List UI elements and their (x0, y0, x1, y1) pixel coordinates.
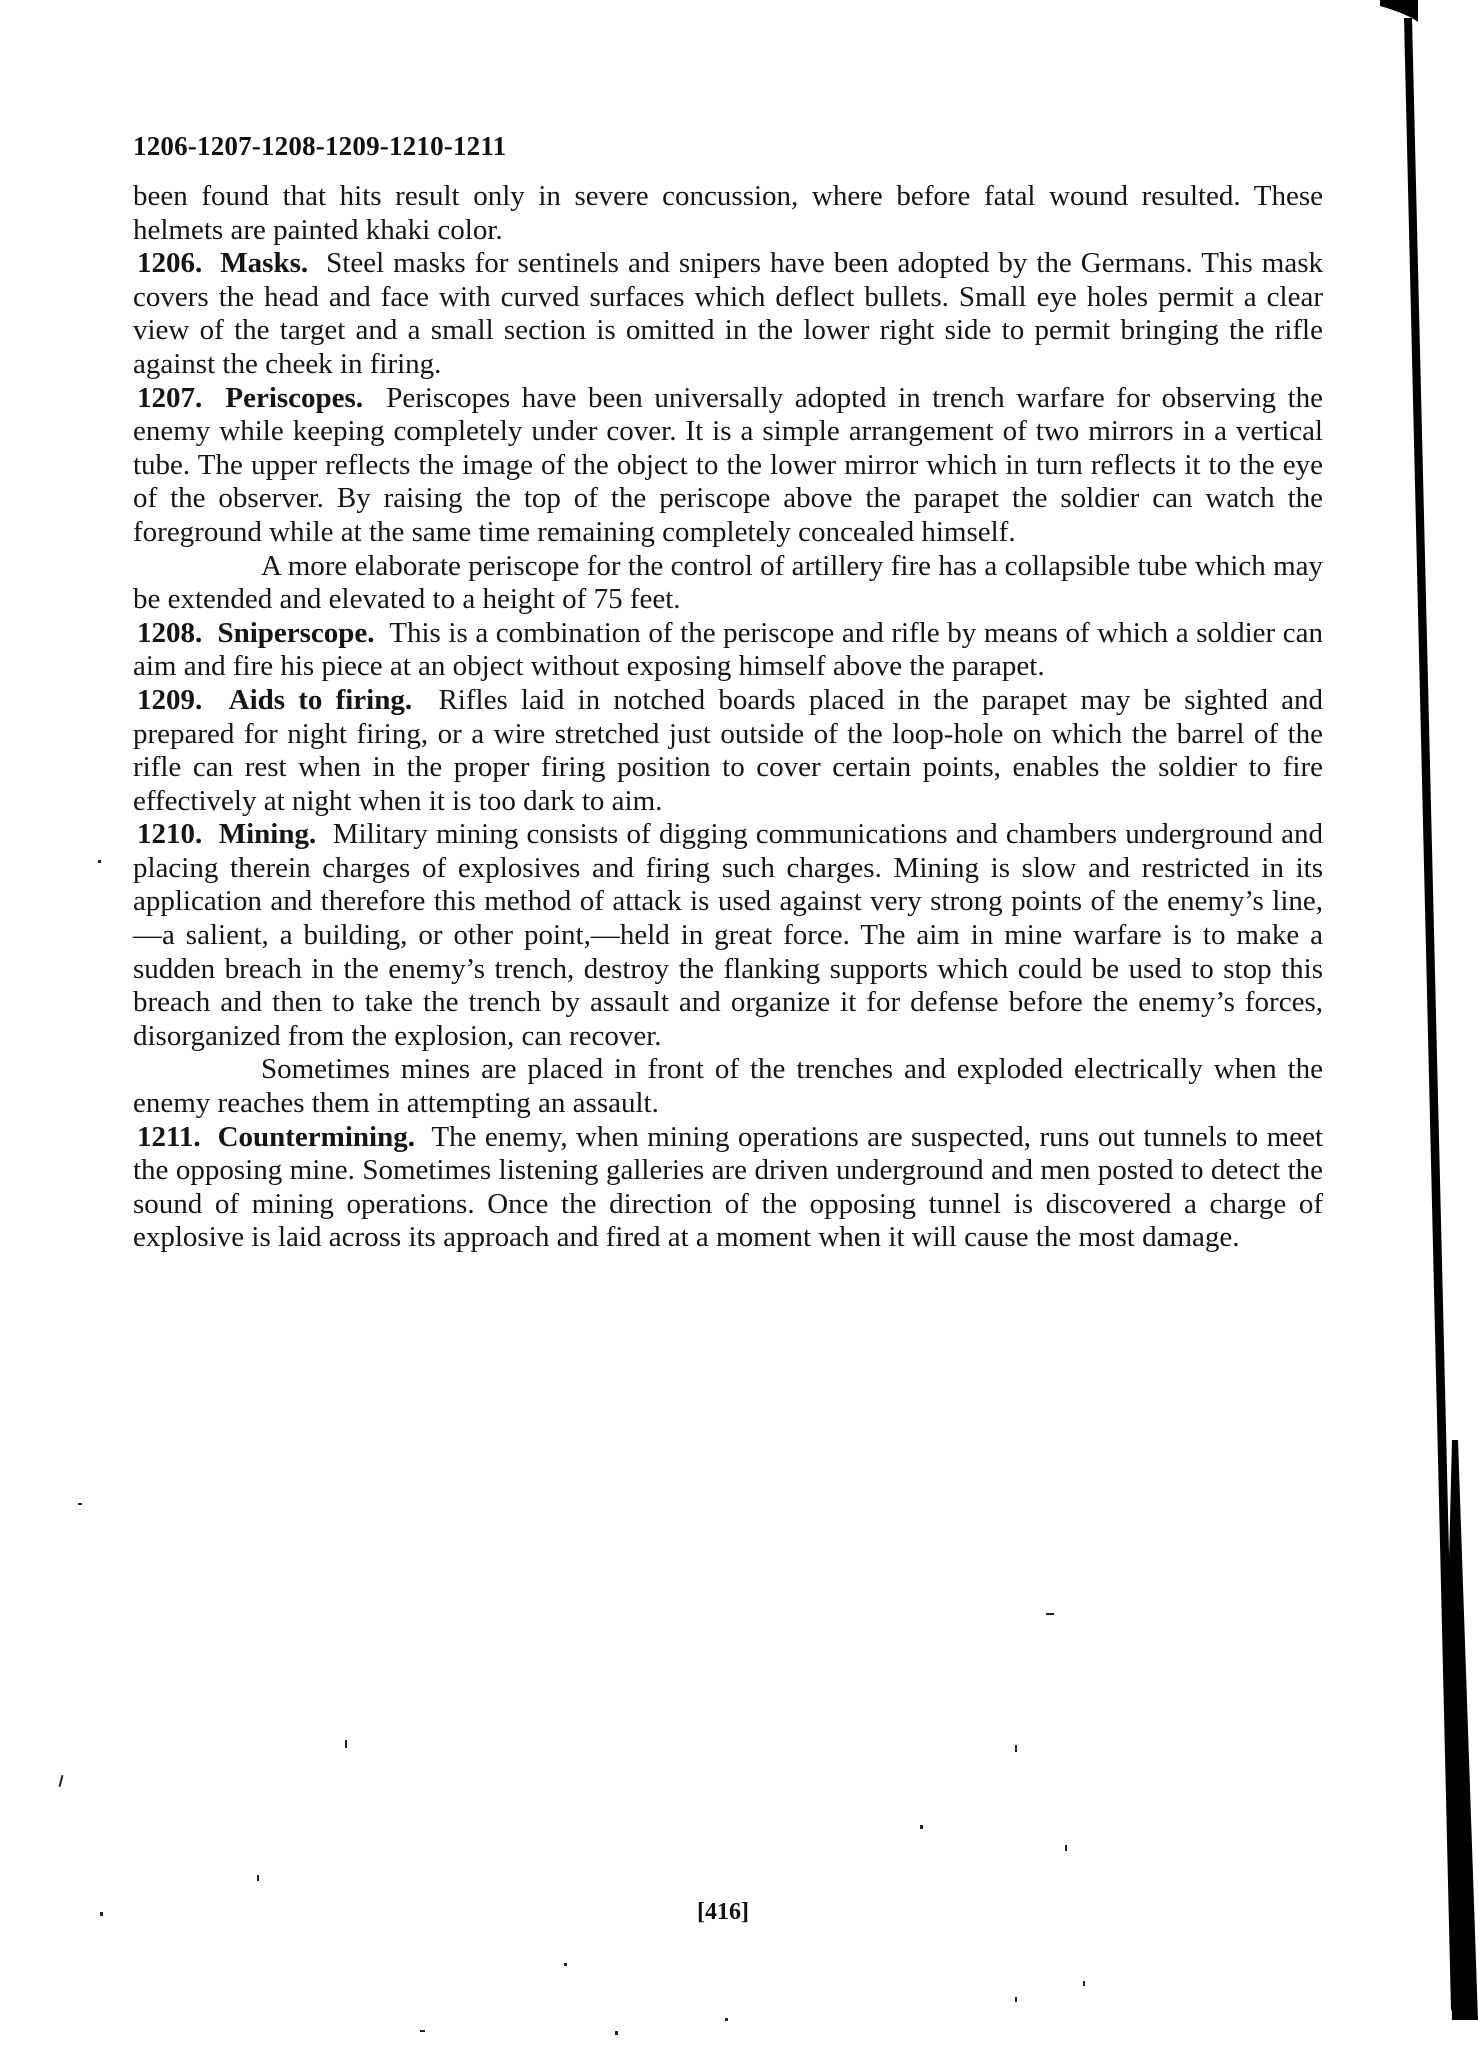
scan-speck (420, 2030, 425, 2032)
section-number: 1211. (137, 1120, 201, 1153)
scan-speck (564, 1963, 567, 1966)
page-number: [416] (697, 1899, 749, 1925)
section-title: Aids to firing. (228, 683, 413, 716)
section-1210 (133, 818, 1323, 1053)
section-1207-paragraph-2: A more elaborate periscope for the control of artillery fire has a collapsible tube which may be extended and elevated to a height of 75 feet. (133, 549, 1323, 616)
binding-edge-line (1404, 18, 1460, 2010)
section-title: Mining. (218, 818, 317, 851)
scan-speck (257, 1875, 259, 1881)
scan-speck (78, 1503, 82, 1505)
section-text: Rifles laid in notched boards placed in the parapet may be sighted and prepared for night firing, or a wire stretched just outside of the loop-hole on which the barrel of the rifle can rest when in the proper firing position to cover certain points, enables the soldier to fire effectively at night when it is too dark to aim. (133, 683, 1324, 817)
section-1210-paragraph-2: Sometimes mines are placed in front of the trenches and exploded electrically when the enemy reaches them in attempting an assault. (133, 1053, 1323, 1120)
section-number: 1209. (137, 683, 203, 716)
scan-speck (98, 860, 101, 863)
section-title: Masks. (220, 247, 309, 280)
binding-edge-top-flare (1380, 0, 1418, 22)
binding-edge-wedge (1448, 1440, 1478, 2020)
section-number: 1207. (137, 381, 203, 414)
section-1209 (133, 684, 1323, 818)
scan-speck (1015, 1745, 1017, 1752)
scan-speck (725, 2018, 728, 2021)
scan-speck (1083, 1981, 1085, 1986)
scan-speck (1065, 1845, 1067, 1851)
section-text: The enemy, when mining operations are suspected, runs out tunnels to meet the opposing mine. Sometimes listening galleries are driven underground and men posted to detect the sound of mining operations. Once the direction of the opposing tunnel is discovered a charge of explosive is laid across its approach and fired at a moment when it will cause the most damage. (133, 1120, 1323, 1254)
section-number: 1208. (137, 616, 203, 649)
section-1206 (133, 247, 1323, 381)
running-head: 1206-1207-1208-1209-1210-1211 (133, 131, 507, 161)
section-text: Periscopes have been universally adopted in trench warfare for observing the enemy while keeping completely under cover. It is a simple arrangement of two mirrors in a vertical tube. The upper reflects the image of the object to the lower mirror which in turn reflects it to the eye of the observer. By raising the top of the periscope above the parapet the soldier can watch the foreground while at the same time remaining completely concealed himself. (133, 381, 1324, 548)
body-text (133, 180, 1323, 1255)
scan-speck (345, 1740, 347, 1748)
scan-speck (58, 1775, 63, 1787)
section-number: 1210. (137, 818, 203, 851)
section-title: Sniperscope. (217, 616, 375, 649)
section-title: Periscopes. (225, 381, 364, 414)
section-number: 1206. (137, 247, 203, 280)
section-text: Steel masks for sentinels and snipers have been adopted by the Germans. This mask covers the head and face with curved surfaces which deflect bullets. Small eye holes permit a clear view of the target and a small section is omitted in the lower right side to permit bringing the rifle against the cheek in firing. (133, 247, 1324, 380)
section-text: This is a combination of the periscope and rifle by means of which a soldier can aim and fire his piece at an object without exposing himself above the parapet. (133, 616, 1324, 683)
continuation-paragraph: been found that hits result only in severe concussion, where before fatal wound resulted. These helmets are painted khaki color. (133, 180, 1323, 246)
section-1208 (133, 617, 1323, 684)
scan-speck (100, 1912, 103, 1916)
section-1211 (133, 1121, 1323, 1255)
section-text: Military mining consists of digging communications and chambers underground and placing therein charges of explosives and firing such charges. Mining is slow and restricted in its application and therefore this method of attack is used against very strong points of the enemy’s line,—a salient, a building, or other point,—held in great force. The aim in mine warfare is to make a sudden breach in the enemy’s trench, destroy the flanking supports which could be used to stop this breach and then to take the trench by assault and organize it for defense before the enemy’s forces, disorganized from the explosion, can recover. (133, 818, 1324, 1052)
section-1207 (133, 382, 1323, 550)
scan-speck (615, 2031, 618, 2035)
scan-speck (1015, 1997, 1017, 2002)
scan-speck (920, 1825, 923, 1829)
section-title: Countermining. (217, 1120, 415, 1153)
scan-speck (1046, 1613, 1054, 1615)
